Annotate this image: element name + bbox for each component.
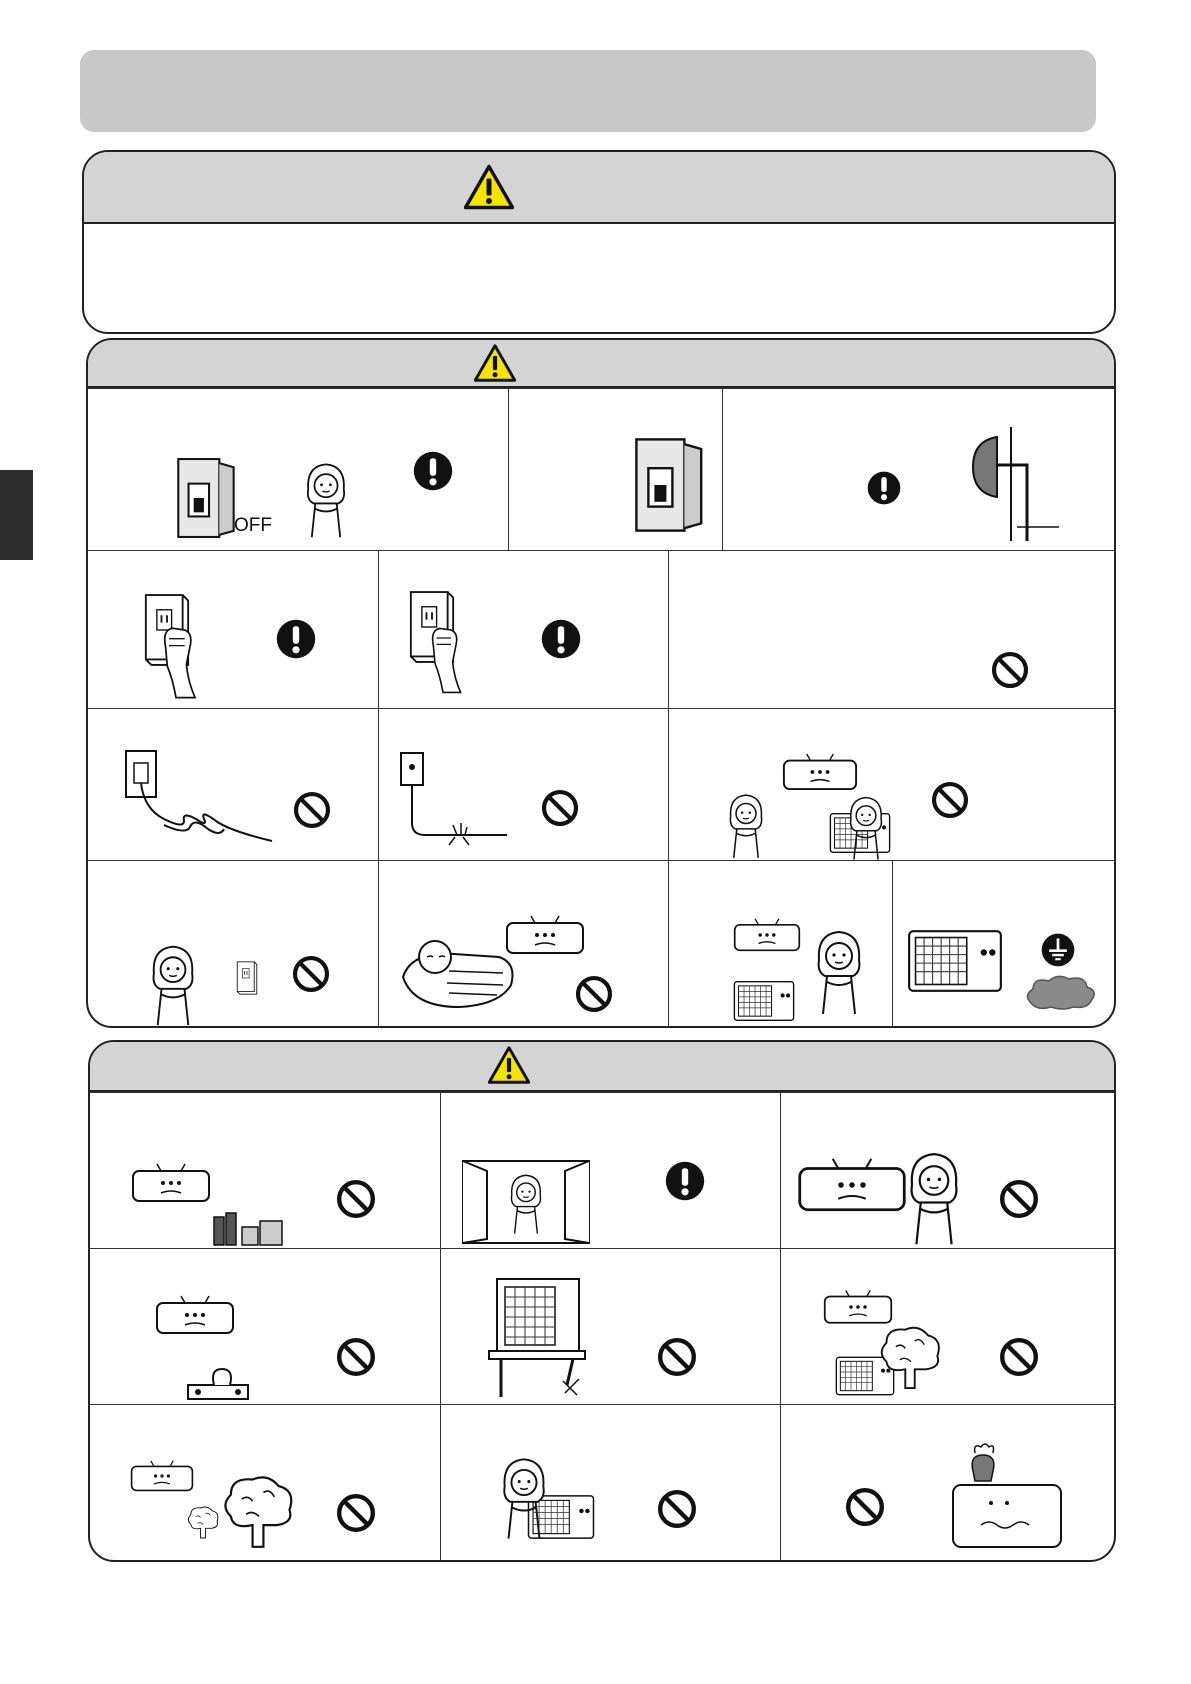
warning-triangle-icon [474, 344, 516, 382]
instruction-cell-power-off [88, 388, 508, 550]
prohibition-icon [575, 975, 613, 1013]
tangled-cord-illustration [124, 749, 274, 849]
wall-socket-illustration [971, 425, 1061, 543]
indoor-unit-illustration [733, 917, 801, 953]
ground-wire-cloud-illustration [1023, 973, 1099, 1011]
prohibition-icon [541, 789, 579, 827]
potted-plant-illustration [186, 1497, 220, 1547]
tree-illustration [220, 1471, 296, 1551]
indoor-unit-illustration [130, 1459, 194, 1493]
wall-outlet-illustration [236, 961, 258, 995]
caution-cell-ventilate [440, 1092, 780, 1248]
prohibition-icon [293, 791, 331, 829]
ground-symbol-icon [1041, 933, 1075, 967]
child-illustration [843, 793, 889, 861]
breaker-switch-illustration [176, 457, 238, 539]
person-illustration [901, 1147, 967, 1247]
indoor-unit-illustration [152, 1295, 238, 1335]
caution-cell-no-combustion [90, 1248, 440, 1404]
caution-panel [88, 1040, 1116, 1562]
prohibition-icon [931, 781, 969, 819]
instruction-cell-no-extension [668, 550, 1114, 708]
caution-cell-no-plants [780, 1248, 1114, 1404]
prohibition-icon [336, 1179, 376, 1219]
caution-cell-no-food-storage [90, 1092, 440, 1248]
prohibition-icon [336, 1337, 376, 1377]
person-illustration [503, 1171, 549, 1235]
indoor-unit-illustration [797, 1157, 907, 1213]
exclamation-circle-icon [867, 471, 901, 505]
prohibition-icon [336, 1493, 376, 1533]
prohibition-icon [991, 651, 1029, 689]
intro-panel-header [84, 152, 1114, 224]
damaged-cord-illustration [399, 751, 509, 843]
exclamation-circle-icon [413, 451, 453, 491]
exclamation-circle-icon [541, 619, 581, 659]
caution-cell-no-standing-on-unit [440, 1404, 780, 1560]
electrical-panel-header [88, 340, 1114, 388]
person-illustration [298, 459, 354, 539]
prohibition-icon [999, 1179, 1039, 1219]
unstable-stand-illustration [487, 1275, 587, 1399]
prohibition-icon [657, 1489, 697, 1529]
prohibition-icon [999, 1337, 1039, 1377]
child-illustration [495, 1449, 553, 1545]
worker-illustration [809, 923, 869, 1019]
instruction-cell-grounding [892, 860, 1114, 1026]
page-title-bar [80, 50, 1096, 132]
prohibition-icon [845, 1487, 885, 1527]
caution-panel-header [90, 1042, 1114, 1092]
indoor-unit-with-vase-illustration [951, 1441, 1063, 1551]
instruction-cell-no-poking [668, 708, 1114, 860]
prohibition-icon [292, 955, 330, 993]
caution-cell-no-objects-on-unit [780, 1404, 1114, 1560]
instruction-cell-no-damaged-cord [378, 708, 668, 860]
breaker-off-label: OFF [234, 515, 272, 536]
indoor-unit-illustration [505, 915, 585, 955]
warning-triangle-icon [488, 1046, 530, 1084]
instruction-cell-no-direct-airflow [378, 860, 668, 1026]
bottles-and-cans-illustration [210, 1203, 286, 1247]
prohibition-icon [657, 1337, 697, 1377]
warning-triangle-icon [464, 164, 514, 210]
outdoor-unit-illustration [733, 979, 795, 1023]
electrical-warning-panel [86, 338, 1116, 1028]
instruction-cell-breaker [508, 388, 722, 550]
caution-cell-no-airflow-plants [90, 1404, 440, 1560]
instruction-cell-dedicated-outlet [378, 550, 668, 708]
outdoor-unit-illustration [907, 925, 1003, 997]
child-illustration [723, 789, 769, 861]
intro-warning-panel [82, 150, 1116, 334]
gas-stove-illustration [186, 1359, 250, 1401]
instruction-cell-no-bundled-cord [88, 708, 378, 860]
breaker-switch-illustration [634, 429, 706, 541]
instruction-cell-no-wet-hands [88, 860, 378, 1026]
indoor-unit-illustration [130, 1163, 212, 1203]
side-chapter-tab [0, 470, 33, 560]
caution-cell-no-precision-use [780, 1092, 1114, 1248]
exclamation-circle-icon [665, 1161, 705, 1201]
instruction-cell-no-self-repair [668, 860, 892, 1026]
indoor-unit-illustration [781, 753, 859, 791]
instruction-cell-wall-outlet [722, 388, 1114, 550]
person-illustration [144, 941, 202, 1027]
sleeping-person-illustration [399, 927, 519, 1013]
exclamation-circle-icon [276, 619, 316, 659]
instruction-cell-plug-firmly [88, 550, 378, 708]
hand-plug-illustration [150, 609, 202, 703]
caution-cell-sturdy-mount [440, 1248, 780, 1404]
hand-plug-illustration [419, 609, 467, 699]
plant-illustration [877, 1309, 943, 1405]
